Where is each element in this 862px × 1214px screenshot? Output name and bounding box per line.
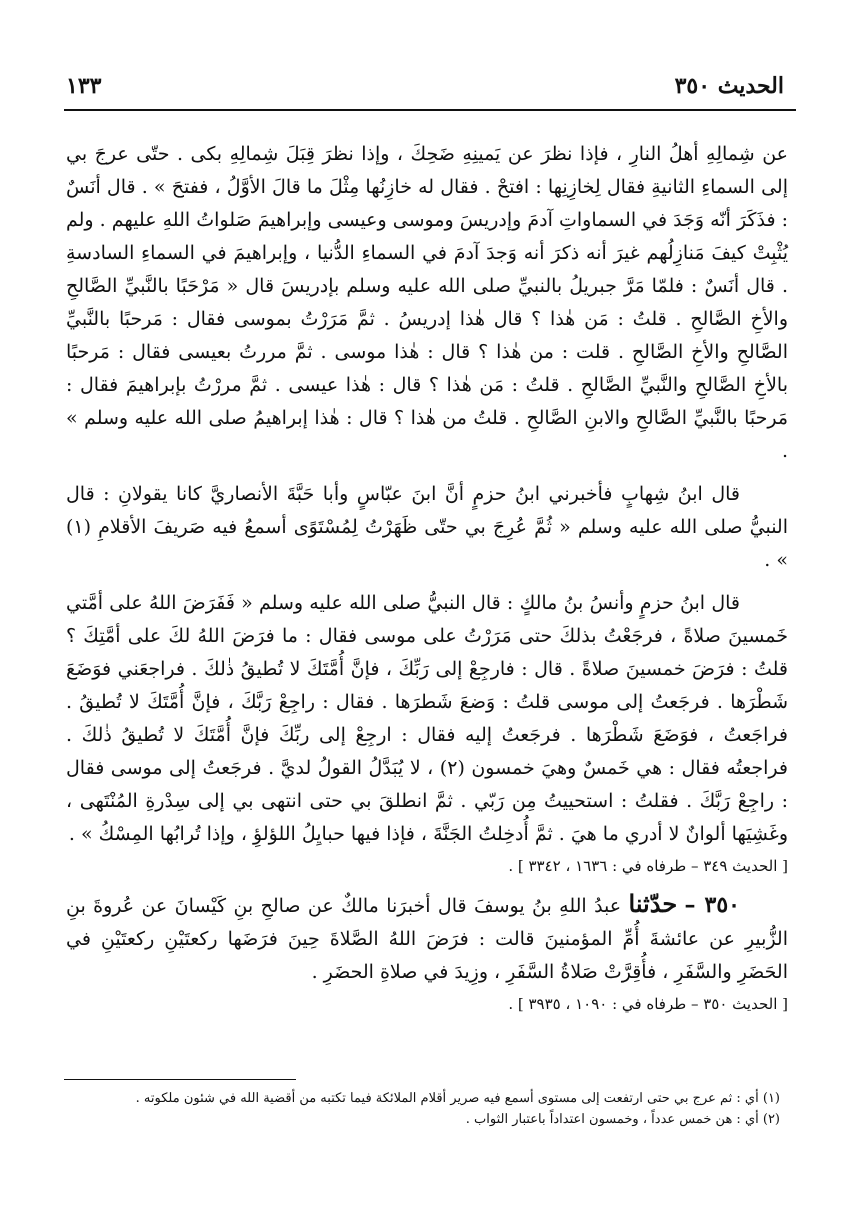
footnote-1: (١) أي : ثم عرج بي حتى ارتفعت إلى مستوى أسمع فيه صرير أقلام الملائكة فيما تكتبه من أقضية الله في شئون ملكوته .	[135, 1091, 780, 1106]
hadith-350-text: عبدُ اللهِ بنُ يوسفَ قال أخبرَنا مالكٌ عن صالحِ بنِ كَيْسانَ عن عُروةَ بنِ الزُّبيرِ عن عائشةَ أُمِّ المؤمنينَ قالت : فرَضَ اللهُ الصَّلاةَ حِينَ فرَضَها ركعتَيْنِ ركعتَيْنِ في الحَضَرِ والسَّفَرِ ، فأُقِرَّتْ صَلاةُ السَّفَرِ ، وزِيدَ في صلاةِ الحضَرِ .	[66, 895, 788, 983]
footnote-rule	[64, 1079, 296, 1080]
haddathana-heading: حدّثنا	[628, 889, 678, 918]
hadith-349-paragraph-1: عن شِمالِهِ أهلُ النارِ ، فإذا نظرَ عن يَمينِهِ ضَحِكَ ، وإذا نظرَ قِبَلَ شِمالِهِ بكى . حتّى عرجَ بي إلى السماءِ الثانيةِ فقال لِخازِنِها : افتحْ . فقال له خازِنُها مِثْلَ ما قالَ الأوَّلُ ، ففتحَ » . قال أنَسٌ : فذَكَرَ أنّه وَجَدَ في السماواتِ آدمَ وإدريسَ وموسى وعيسى وإبراهيمَ صَلواتُ اللهِ عليهم . ولم يُثْبِتْ كيفَ مَنازِلُهم غيرَ أنه ذكرَ أنه وَجدَ آدمَ في السماءِ الدُّنيا ، وإبراهيمَ في السماءِ السادسةِ . قال أنَسٌ : فلمّا مَرَّ جبريلُ بالنبيِّ صلى الله عليه وسلم بإدريسَ قال « مَرْحَبًا بالنَّبيِّ الصَّالحِ والأخِ الصَّالحِ . قلتُ : مَن هٰذا ؟ قال هٰذا إدريسُ . ثمَّ مَرَرْتُ بموسى فقال : مَرحبًا بالنَّبيِّ الصَّالحِ والأخِ الصَّالحِ . قلت : من هٰذا ؟ قال : هٰذا موسى . ثمَّ مررتُ بعيسى فقال : مَرحبًا بالأخِ الصَّالحِ والنَّبيِّ الصَّالحِ . قلتُ : مَن هٰذا ؟ قال : هٰذا عيسى . ثمَّ مررْتُ بإبراهيمَ فقال : مَرحبًا بالنَّبيِّ الصَّالحِ والابنِ الصَّالحِ . قلتُ من هٰذا ؟ قال : هٰذا إبراهيمُ صلى الله عليه وسلم » .	[66, 143, 788, 462]
footnote-2: (٢) أي : هن خمس عدداً ، وخمسون اعتداداً باعتبار الثواب .	[465, 1112, 780, 1127]
running-title: الحديث ٣٥٠	[674, 73, 784, 99]
hadith-349-paragraph-3: قال ابنُ حزمٍ وأنسُ بنُ مالكٍ : قال النبيُّ صلى الله عليه وسلم « فَفَرَضَ اللهُ على أمَّتي خَمسينَ صلاةً ، فرجَعْتُ بذلكَ حتى مَرَرْتُ على موسى فقال : ما فرَضَ اللهُ لكَ على أمَّتِكَ ؟ قلتُ : فرَضَ خمسينَ صلاةً . قال : فارجِعْ إلى رَبِّكَ ، فإنَّ أُمَّتَكَ لا تُطيقُ ذٰلكَ . فراجعَني فوَضَعَ شَطْرَها . فرجَعتُ إلى موسى قلتُ : وَضعَ شَطرَها . فقال : راجِعْ رَبَّكَ ، فإنَّ أُمَّتَكَ لا تُطيقُ . فراجَعتُ ، فوَضَعَ شَطْرَها . فرجَعتُ إليه فقال : ارجِعْ إلى ربِّكَ فإنَّ أُمَّتَكَ لا تُطيقُ ذٰلكَ . فراجعتُه فقال : هي خَمسٌ وهيَ خمسون (٢) ، لا يُبَدَّلُ القولُ لديَّ . فرجَعتُ إلى موسى فقال : راجِعْ رَبَّكَ . فقلتُ : استحييتُ مِن رَبّي . ثمَّ انطلقَ بي حتى انتهى بي إلى سِدْرةِ المُنْتَهى ، وغَشِيَها ألوانٌ لا أدري ما هيَ . ثمَّ أُدخِلتُ الجَنَّةَ ، فإذا فيها حبايِلُ اللؤلؤِ ، وإذا تُرابُها المِسْكُ » .	[66, 592, 788, 845]
page-header	[66, 66, 784, 106]
hadith-350-number: ٣٥٠ –	[684, 892, 740, 918]
hadith-349-reference: [ الحديث ٣٤٩ – طرفاه في : ١٦٣٦ ، ٣٣٤٢ ] .	[508, 857, 788, 875]
main-text	[66, 138, 788, 1023]
hadith-350-reference: [ الحديث ٣٥٠ – طرفاه في : ١٠٩٠ ، ٣٩٣٥ ] .	[508, 995, 788, 1013]
footnotes	[66, 1088, 780, 1130]
hadith-350-paragraph	[66, 887, 788, 989]
hadith-349-paragraph-2: قال ابنُ شِهابٍ فأخبرني ابنُ حزمٍ أنَّ ابنَ عبّاسٍ وأبا حَبَّةَ الأنصاريَّ كانا يقولانِ : قال النبيُّ صلى الله عليه وسلم « ثُمَّ عُرِجَ بي حتّى ظَهَرْتُ لِمُسْتَوًى أسمعُ فيه صَريفَ الأقلامِ (١) » .	[66, 483, 788, 571]
page-number: ١٣٣	[66, 73, 102, 99]
header-rule	[64, 109, 796, 111]
